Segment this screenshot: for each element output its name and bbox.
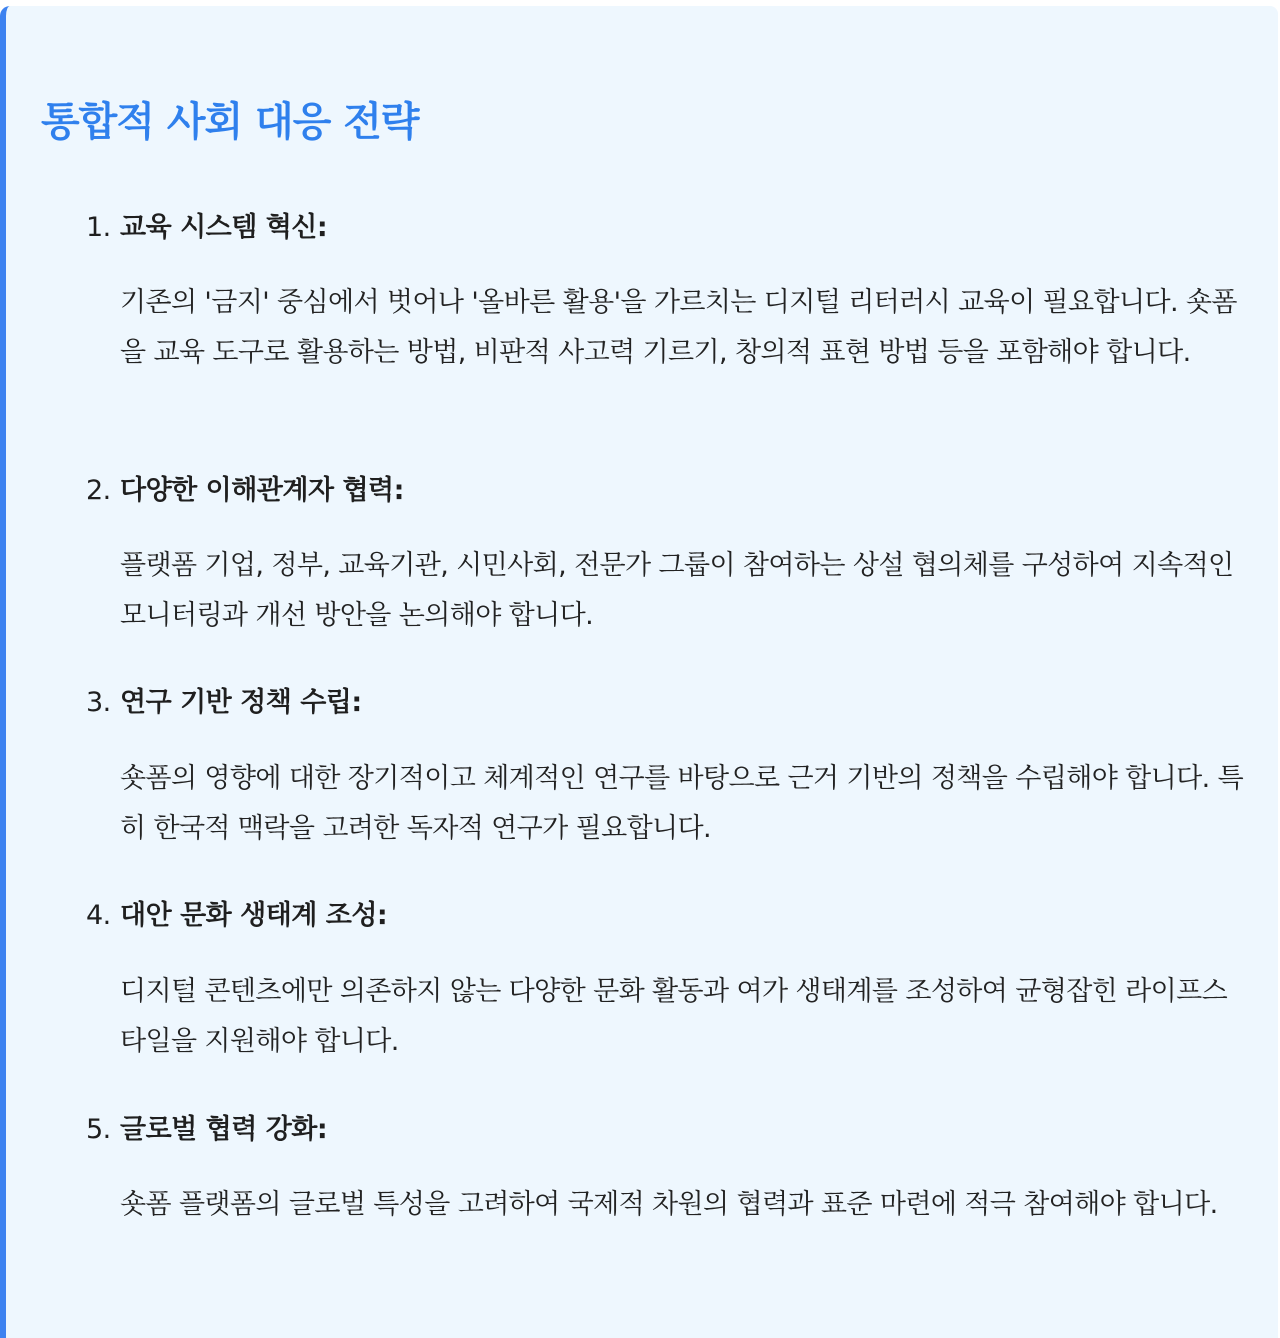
list-item-heading xyxy=(86,683,362,723)
list-item-body: 플랫폼 기업, 정부, 교육기관, 시민사회, 전문가 그룹이 참여하는 상설 협의체를 구성하여 지속적인 모니터링과 개선 방안을 논의해야 합니다. xyxy=(120,550,1234,631)
list-item-body: 기존의 '금지' 중심에서 벗어나 '올바른 활용'을 가르치는 디지털 리터러시 교육이 필요합니다. 숏폼을 교육 도구로 활용하는 방법, 비판적 사고력 기르기, 창의적 표현 방법 등을 포함해야 합니다. xyxy=(120,287,1237,368)
list-item-heading xyxy=(86,208,327,248)
list-item-body: 숏폼 플랫폼의 글로벌 특성을 고려하여 국제적 차원의 협력과 표준 마련에 적극 참여해야 합니다. xyxy=(120,1189,1218,1220)
list-item-heading-text: 글로벌 협력 강화: xyxy=(120,1114,328,1145)
list-item-number: 4. xyxy=(86,900,111,931)
list-item-number: 1. xyxy=(86,212,111,243)
list-item-heading xyxy=(86,896,387,936)
list-item-heading xyxy=(86,1110,327,1150)
list-item-heading-text: 다양한 이해관계자 협력: xyxy=(120,475,404,506)
section-title: 통합적 사회 대응 전략 xyxy=(41,99,419,145)
list-item-body: 디지털 콘텐츠에만 의존하지 않는 다양한 문화 활동과 여가 생태계를 조성하여 균형잡힌 라이프스타일을 지원해야 합니다. xyxy=(120,976,1228,1057)
list-item-number: 3. xyxy=(86,687,111,718)
list-item-number: 5. xyxy=(86,1114,111,1145)
list-item-heading-text: 교육 시스템 혁신: xyxy=(120,212,328,243)
list-item-heading xyxy=(86,471,404,511)
list-item-heading-text: 대안 문화 생태계 조성: xyxy=(120,900,388,931)
list-item-number: 2. xyxy=(86,475,111,506)
list-item-heading-text: 연구 기반 정책 수립: xyxy=(120,687,362,718)
strategy-card xyxy=(0,6,1278,1338)
list-item-body: 숏폼의 영향에 대한 장기적이고 체계적인 연구를 바탕으로 근거 기반의 정책을 수립해야 합니다. 특히 한국적 맥락을 고려한 독자적 연구가 필요합니다. xyxy=(120,763,1244,844)
